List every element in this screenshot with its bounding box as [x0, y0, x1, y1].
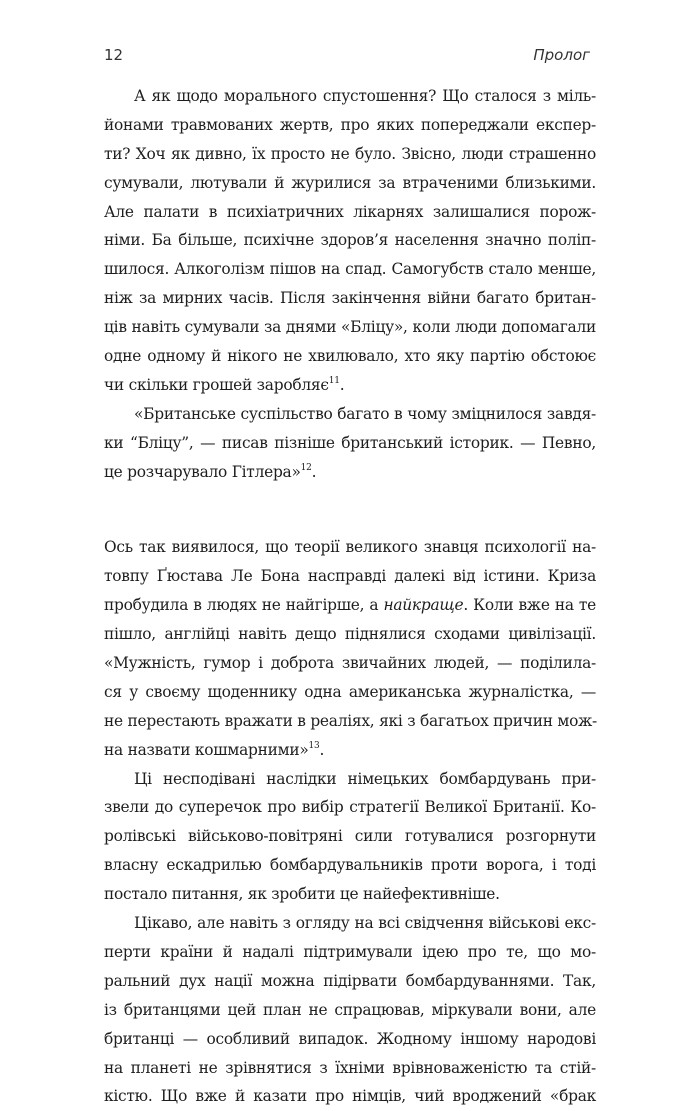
text-line-content: на назвати кошмарними»	[104, 740, 309, 759]
sentence-end: .	[319, 740, 325, 759]
running-head: Пролог	[533, 46, 590, 64]
text-line: ся у своєму щоденнику одна американська журналістка, —	[104, 682, 596, 701]
text-line-with-emphasis	[104, 591, 596, 620]
paragraph-5	[104, 909, 596, 1111]
text-line: ців навіть сумували за днями «Бліцу», коли люди допомагали	[104, 318, 596, 337]
text-line: ральний дух нації можна підірвати бомбардуваннями. Так,	[104, 971, 596, 990]
text-line: не перестають вражати в реаліях, які з багатьох причин мож-	[104, 711, 597, 730]
text-line: товпу Ґюстава Ле Бона насправді далекі від істини. Криза	[104, 567, 596, 586]
text-line: із британцями цей план не спрацював, міркували вони, але	[104, 1000, 596, 1019]
text-line: німи. Ба більше, психічне здоров’я населення значно поліп-	[104, 231, 596, 250]
text-line: Цікаво, але навіть з огляду на всі свідчення військові екс-	[134, 914, 596, 933]
text-line: британці — особливий випадок. Жодному іншому народові	[104, 1029, 596, 1048]
text-line: сумували, лютували й журилися за втраченими близькими.	[104, 173, 596, 192]
text-line-content: пробудила в людях не найгірше, а	[104, 596, 384, 615]
text-line-content: чи скільки грошей заробляє	[104, 375, 329, 394]
text-line-last	[104, 736, 596, 765]
paragraph-3	[104, 533, 596, 764]
emphasis-text: найкраще	[383, 596, 464, 615]
text-line-last	[104, 458, 596, 487]
text-line: Але палати в психіатричних лікарнях залишалися порож-	[104, 202, 596, 221]
text-line: власну ескадрилью бомбардувальників проти ворога, і тоді	[104, 856, 596, 875]
text-line: «Британське суспільство багато в чому зміцнилося завдя-	[134, 404, 596, 423]
footnote-ref[interactable]: 13	[308, 740, 320, 751]
paragraph-1	[104, 82, 596, 400]
text-line: Ось так виявилося, що теорії великого знавця психології на-	[104, 538, 596, 557]
text-line: Ці несподівані наслідки німецьких бомбардувань при-	[134, 769, 596, 788]
footnote-ref[interactable]: 12	[300, 462, 312, 473]
text-line: кістю. Що вже й казати про німців, чий вроджений «брак	[104, 1087, 596, 1106]
text-line: звели до суперечок про вибір стратегії Великої Британії. Ко-	[104, 798, 596, 817]
text-line-last: постало питання, як зробити це найефективніше.	[104, 885, 500, 904]
paragraph-4	[104, 765, 596, 909]
paragraph-2	[104, 400, 596, 487]
text-line: ки “Бліцу”, — писав пізніше британський історик. — Певно,	[104, 433, 596, 452]
footnote-ref[interactable]: 11	[328, 375, 340, 386]
text-line: пішло, англійці навіть дещо піднялися сходами цивілізації.	[104, 625, 596, 644]
text-line: на планеті не зрівнятися з їхніми врівноваженістю та стій-	[104, 1058, 596, 1077]
sentence-end: .	[339, 375, 345, 394]
text-line: «Мужність, гумор і доброта звичайних людей, — поділила-	[104, 654, 596, 673]
text-line: ніж за мирних часів. Після закінчення війни багато британ-	[104, 289, 596, 308]
text-line-content: це розчарувало Гітлера»	[104, 462, 301, 481]
text-line: ролівські військово-повітряні сили готувалися розгорнути	[104, 827, 596, 846]
text-line: шилося. Алкоголізм пішов на спад. Самогубств стало менше,	[104, 260, 596, 279]
text-line-last	[104, 371, 596, 400]
sentence-end: .	[311, 462, 317, 481]
text-line: ти? Хоч як дивно, їх просто не було. Звісно, люди страшенно	[104, 144, 596, 163]
text-line: перти країни й надалі підтримували ідею про те, що мо-	[104, 942, 596, 961]
text-line-tail: . Коли вже на те	[463, 596, 596, 615]
page-number: 12	[104, 46, 124, 64]
text-line: А як щодо морального спустошення? Що сталося з міль-	[134, 87, 596, 105]
body-text	[104, 82, 596, 1111]
section-break	[104, 486, 596, 533]
text-line: йонами травмованих жертв, про яких попереджали експер-	[104, 115, 596, 134]
text-line: одне одному й нікого не хвилювало, хто яку партію обстоює	[104, 347, 596, 366]
